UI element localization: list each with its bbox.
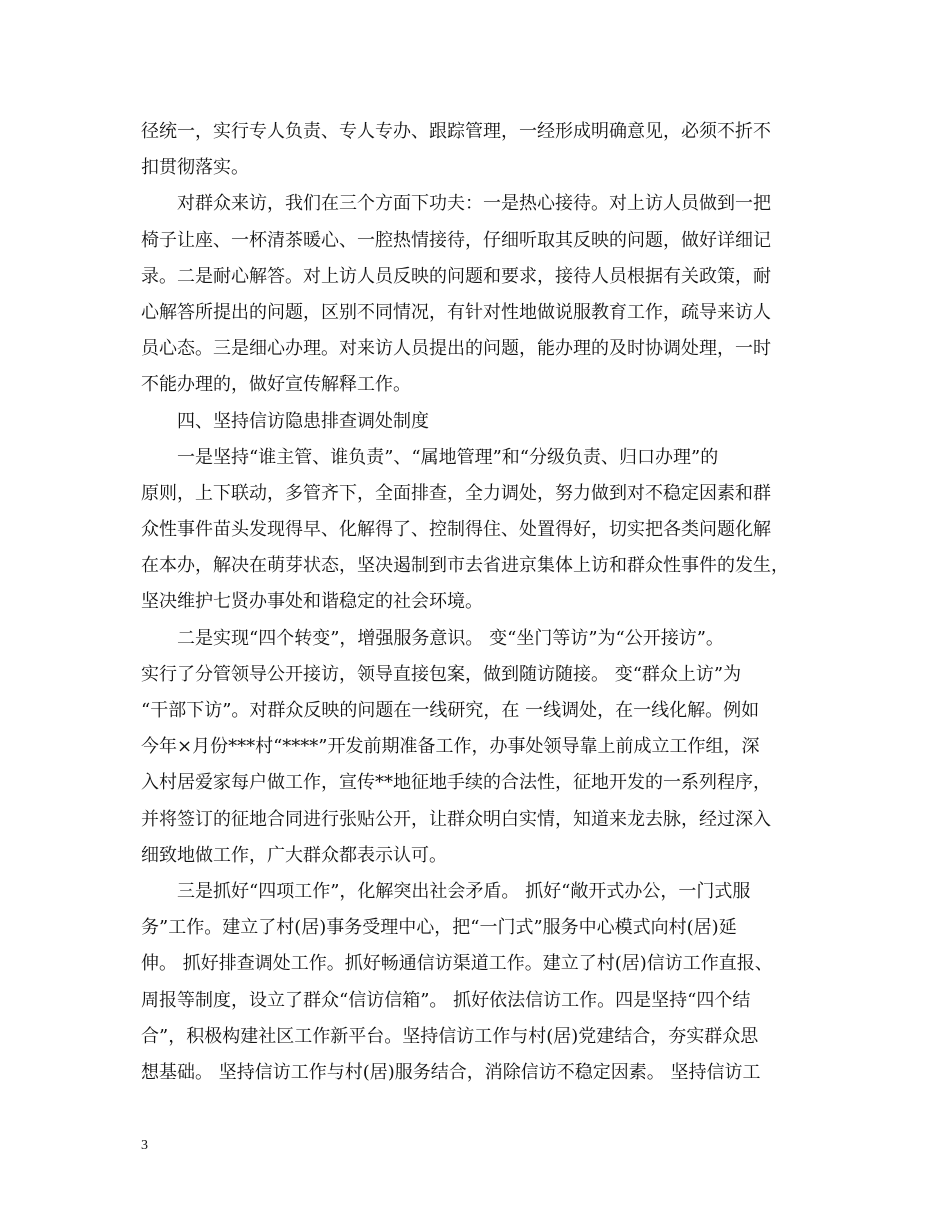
- text-line: 椅子让座、一杯清茶暖心、一腔热情接待，仔细听取其反映的问题，做好详细记: [141, 229, 771, 251]
- text-line: 四、坚持信访隐患排查调处制度: [177, 410, 429, 432]
- text-line: 坚决维护七贤办事处和谐稳定的社会环境。: [141, 591, 483, 613]
- text-line: 录。二是耐心解答。对上访人员反映的问题和要求，接待人员根据有关政策，耐: [141, 265, 771, 287]
- page-number: 3: [141, 1138, 148, 1153]
- text-line: 一是坚持“谁主管、谁负责”、“属地管理”和“分级负责、归口办理”的: [177, 446, 719, 468]
- text-line: 周报等制度，设立了群众“信访信箱”。 抓好依法信访工作。四是坚持“四个结: [141, 989, 751, 1011]
- text-line: 径统一，实行专人负责、专人专办、跟踪管理，一经形成明确意见，必须不折不: [141, 121, 771, 142]
- text-line: 对群众来访，我们在三个方面下功夫：一是热心接待。对上访人员做到一把: [177, 193, 771, 215]
- text-line: “干部下访”。对群众反映的问题在一线研究，在 一线调处，在一线化解。例如: [141, 700, 760, 721]
- text-line: 在本办，解决在萌芽状态，坚决遏制到市去省进京集体上访和群众性事件的发生，: [141, 555, 789, 577]
- text-line: 今年×月份***村“****”开发前期准备工作，办事处领导靠上前成立工作组，深: [141, 736, 760, 758]
- text-line: 原则，上下联动，多管齐下，全面排查，全力调处，努力做到对不稳定因素和群: [141, 482, 771, 504]
- text-line: 众性事件苗头发现得早、化解得了、控制得住、处置得好，切实把各类问题化解: [141, 519, 771, 541]
- text-line: 心解答所提出的问题，区别不同情况，有针对性地做说服教育工作，疏导来访人: [141, 301, 771, 323]
- text-line: 务”工作。建立了村(居)事务受理中心，把“一门式”服务中心模式向村(居)延: [141, 917, 737, 939]
- text-line: 细致地做工作，广大群众都表示认可。: [141, 844, 447, 866]
- text-line: 不能办理的，做好宣传解释工作。: [141, 374, 411, 396]
- text-line: 并将签订的征地合同进行张贴公开，让群众明白实情，知道来龙去脉，经过深入: [141, 808, 771, 830]
- text-line: 合”，积极构建社区工作新平台。坚持信访工作与村(居)党建结合，夯实群众思: [141, 1025, 759, 1047]
- text-line: 员心态。三是细心办理。对来访人员提出的问题，能办理的及时协调处理，一时: [141, 338, 771, 360]
- text-line: 伸。 抓好排查调处工作。抓好畅通信访渠道工作。建立了村(居)信访工作直报、: [141, 953, 773, 975]
- text-line: 三是抓好“四项工作”，化解突出社会矛盾。 抓好“敞开式办公，一门式服: [177, 880, 751, 902]
- text-line: 入村居爱家每户做工作，宣传**地征地手续的合法性，征地开发的一系列程序，: [141, 772, 771, 794]
- document-body: [141, 114, 808, 1091]
- text-line: 想基础。 坚持信访工作与村(居)服务结合，消除信访不稳定因素。 坚持信访工: [141, 1061, 761, 1083]
- text-line: 实行了分管领导公开接访，领导直接包案，做到随访随接。 变“群众上访”为: [141, 663, 742, 685]
- text-line: 扣贯彻落实。: [141, 157, 249, 179]
- text-line: 二是实现“四个转变”，增强服务意识。 变“坐门等访”为“公开接访”。: [177, 627, 724, 649]
